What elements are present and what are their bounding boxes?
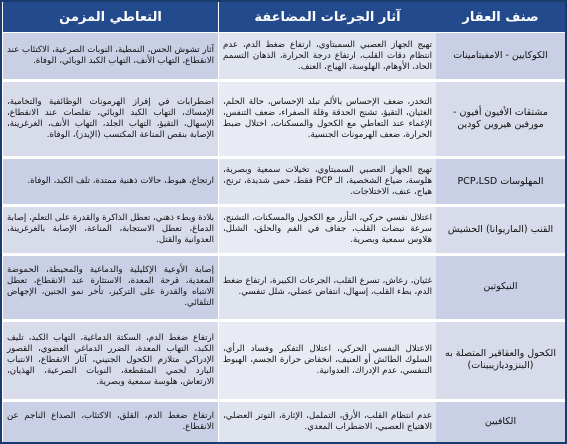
table-row [2, 207, 565, 255]
double-dose-cell: اعتلال نفسي حركي، التأزر مع الكحول والمسكنات، التشنج، سرعة نبضات القلب، جفاف في الفم والحلق، الشلل، هلاوس سمعية وبصرية. [218, 207, 436, 255]
drug-name-cell: مشتقات الأفيون أفيون - مورفين هيروين كودين [436, 82, 565, 159]
drug-effects-table [2, 2, 565, 442]
header-chronic-use: التعاطي المزمن [2, 2, 218, 33]
table-row [2, 256, 565, 322]
drug-name-cell: الكافيين [436, 402, 565, 442]
chronic-cell: بلادة وبطء ذهني، تعطل الذاكرة والقدرة على التعلم، إصابة الدماغ، تعطل الاستجابة، المناعة، الإصابة بالغرغرينة، العدوانية والقتل. [2, 207, 218, 255]
header-drug-type: صنف العقار [436, 2, 565, 33]
chronic-cell: ارتجاع، هبوط، حالات ذهنية ممتدة، تلف الكبد، الوفاة. [2, 159, 218, 207]
table-row [2, 159, 565, 207]
double-dose-cell: الاعتلال النفسي الحركي، اعتلال التفكير وفساد الرأي، السلوك الطائش أو العنيف، انخفاض حرارة الجسم، الهبوط التنفسي، عدم الإدراك، العدوانية. [218, 322, 436, 402]
double-dose-cell: تهيج الجهاز العصبي السمبتاوي، ارتفاع ضغط الدم، عدم انتظام دقات القلب، ارتفاع درجة الحرارة، الذهان التسمم الحاد، الأوهام، الهلوسة، الهياج، العنف. [218, 33, 436, 82]
chronic-cell: إصابة الأوعية الإكليلية والدماغية والمحيطة، الحموضة المعدية، قرحة المعدة، الاستثارة عند الانقطاع، تعطل الانتباه والقدرة على التركيز، تأخر نمو الجنين، الإجهاض التلقائي. [2, 256, 218, 322]
drug-name-cell: القنب (الماريوانا) الحشيش [436, 207, 565, 255]
drug-name-cell: الكوكايين - الامفيتامينات [436, 33, 565, 82]
double-dose-cell: التخدر، ضعف الإحساس بالألم تبلد الإحساس، حالة الحلم، الغثيان، التقيؤ، تشنج الحدقة وقلة الصفراء، ضعف التنفس، الإغماء عند التعاطي مع الكحول والمسكنات، اختلال ضبط الحرارة، ضعف الهرمونات الجنسية. [218, 82, 436, 159]
table-row [2, 402, 565, 442]
double-dose-cell: تهيج الجهاز العصبي السمبتاوي، تخيلات سمعية وبصرية، هلوسة، ضياع الشخصية، الـ PCP فقط، حمى شديدة، ترنح، هياج، عنف، الاختلاجات. [218, 159, 436, 207]
double-dose-cell: عدم انتظام القلب، الأرق، التململ، الإثارة، التوتر العضلي، الاهتياج العصبي، الاضطراب المعدي. [218, 402, 436, 442]
table-row [2, 33, 565, 82]
chronic-cell: اضطرابات في إفراز الهرمونات الوظائفية والتخامية، الإمساك، التهاب الكبد الوبائي، تقلصات عند الانقطاع، الإسهال، التقيؤ، التهاب الجلد، التهاب الأنف، الغرغرينة، الإصابة بنقص المناعة المكتسب (الإيدز)، الوفاة. [2, 82, 218, 159]
header-double-dose-effects: آثار الجرعات المضاعفة [218, 2, 436, 33]
chronic-cell: ارتفاع ضغط الدم، القلق، الاكتئاب، الصداع الناجم عن الانقطاع. [2, 402, 218, 442]
drug-name-cell: النيكوتين [436, 256, 565, 322]
drug-name-cell: الكحول والعقاقير المتصلة به (البنزوديازيبينات) [436, 322, 565, 402]
header-row [2, 2, 565, 33]
double-dose-cell: غثيان، رعاش، تسرع القلب، الجرعات الكبيرة، ارتفاع ضغط الدم، بطء القلب، إسهال، انتفاض عضلي، شلل تنفسي. [218, 256, 436, 322]
drug-name-cell: المهلوسات PCP،LSD [436, 159, 565, 207]
chronic-cell: آثار تشوش الحس، النمطية، النوبات الصرعية، الاكتئاب عند الانقطاع، التهاب الأنف، التهاب الكبد الوبائي، الوفاة. [2, 33, 218, 82]
chronic-cell: ارتفاع ضغط الدم، السكتة الدماغية، التهاب الكبد، تليف الكبد، التهاب المعدة، الضرر الدماغي العضوي، القصور الإدراكي متلازم الكحول الجنيني، آثار الانقطاع، الانتباب البارد لحمي المتقطعة، النوبات الصرعية، الهذيان، الارتعاش، هلوسة سمعية وبصرية. [2, 322, 218, 402]
table-row [2, 82, 565, 159]
table-row [2, 322, 565, 402]
